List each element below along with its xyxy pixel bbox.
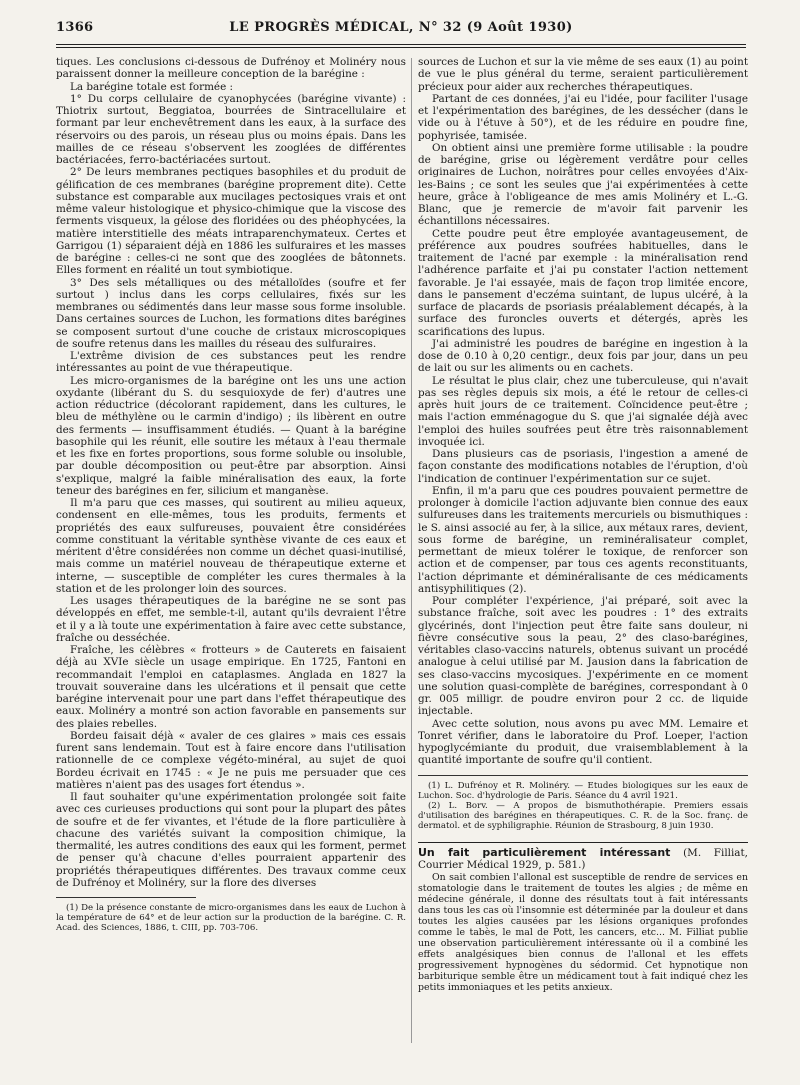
paragraph: J'ai administré les poudres de barégine en ingestion à la dose de 0.10 à 0,20 centigr., deux fois par jour, dans un peu de lait ou sur les aliments ou en cachets. xyxy=(418,337,748,375)
column-separator xyxy=(411,58,412,1043)
left-column xyxy=(56,56,406,934)
paragraph: Les micro-organismes de la barégine ont les uns une action oxydante (libérant du S. du sesquioxyde de fer) d'autres une action réductrice (décolorant rapidement, dans les cultures, le bleu de méthylène ou le carmin d'indigo) ; ils libèrent en outre des ferments — insuffisamment étudiés. — Quant à la barégine basophile qui les réunit, elle soutire les métaux à l'eau thermale et les fixe en fortes proportions, sous forme soluble ou insoluble, par double décomposition ou peut-être par absorption. Ainsi s'explique, malgré la faible minéralisation des eaux, la forte teneur des barégines en fer, silicium et manganèse. xyxy=(56,374,406,497)
footnote-rule xyxy=(418,775,748,776)
footnotes xyxy=(418,781,748,832)
article-heading xyxy=(418,842,748,872)
journal-title: LE PROGRÈS MÉDICAL, N° 32 (9 Août 1930) xyxy=(229,20,573,35)
paragraph: On obtient ainsi une première forme utilisable : la poudre de barégine, grise ou légèrement verdâtre pour celles originaires de Luchon, noirâtres pour celles envoyées d'Aix-les-Bains ; ce sont les seules que j'ai expérimentées à cette heure, grâce à l'obligeance de mes amis Molinéry et L.-G. Blanc, que je remercie de m'avoir fait parvenir les échantillons nécessaires. xyxy=(418,141,748,228)
paragraph: Avec cette solution, nous avons pu avec MM. Lemaire et Tonret vérifier, dans le laboratoire du Prof. Loeper, l'action hypoglycémiante du produit, due vraisemblablement à la quantité importante de soufre qu'il contient. xyxy=(418,717,748,767)
running-header xyxy=(56,18,746,40)
paragraph: La barégine totale est formée : xyxy=(70,80,234,93)
footnote-rule xyxy=(56,897,196,898)
page-number: 1366 xyxy=(56,20,94,35)
paragraph: Enfin, il m'a paru que ces poudres pouvaient permettre de prolonger à domicile l'action adjuvante bien connue des eaux sulfureuses dans les traitements mercuriels ou bismuthiques : le S. ainsi associé au fer, à la silice, aux métaux rares, devient, sous forme de barégine, un reminéralisateur complet, permettant de mieux tolérer le toxique, de renforcer son action et de compenser, par tous ces agents reconstituants, l'action déprimante et déminéralisante de ces médicaments antisyphilitiques (2). xyxy=(418,484,748,595)
article-title: Un fait particulièrement intéressant xyxy=(418,845,671,859)
right-column xyxy=(418,56,748,994)
paragraph: Partant de ces données, j'ai eu l'idée, pour faciliter l'usage et l'expérimentation des barégines, de les dessécher (dans le vide ou à l'étuve à 50°), et de les réduire en poudre fine, pophyrisée, tamisée. xyxy=(418,92,748,142)
paragraph: Fraîche, les célèbres « frotteurs » de Cauterets en faisaient déjà au XVIe siècle un usage empirique. En 1725, Fantoni en recommandait l'emploi en cataplasmes. Anglada en 1827 la trouvait souveraine dans les ulcérations et il pensait que cette barégine intervenait pour une part dans l'effet thérapeutique des eaux. Molinéry a montré son action favorable en pansements sur des plaies rebelles. xyxy=(56,644,406,730)
paragraph: Il m'a paru que ces masses, qui soutirent au milieu aqueux, condensent en elle-mêmes, tous les produits, ferments et propriétés des eaux sulfureuses, pouvaient être considérées comme constituant la véritable synthèse vivante de ces eaux et méritent d'être considérées non comme un déchet quasi-inutilisé, mais comme un matériel nouveau de thérapeutique externe et interne, — susceptible de compléter les cures thermales à la station et de les prolonger loin des sources. xyxy=(56,497,406,595)
paragraph: Il faut souhaiter qu'une expérimentation prolongée soit faite avec ces curieuses productions qui sont pour la plupart des pâtes de soufre et de fer vivantes, et l'étude de la flore particulière à chacune des variétés suivant la composition chimique, la thermalité, les autres conditions des eaux qui les forment, permet de penser qu'à chacune d'elles pourraient appartenir des propriétés thérapeutiques différentes. Des travaux comme ceux de Dufrénoy et Molinéry, sur la flore des diverses xyxy=(56,791,406,889)
header-rule xyxy=(56,44,746,45)
paragraph: 3° Des sels métalliques ou des métalloïdes (soufre et fer surtout ) inclus dans les corps cellulaires, fixés sur les membranes ou sédimentés dans leur masse sous forme insoluble. Dans certaines sources de Luchon, les formations dites barégines se composent surtout d'une couche de cristaux microscopiques de soufre retenus dans les mailles du réseau des sulfuraires. xyxy=(56,276,406,350)
header-rule-double xyxy=(56,47,746,48)
article-reference: (M. Filliat, Courrier Médical 1929, p. 581.) xyxy=(418,846,748,872)
paragraph: Dans plusieurs cas de psoriasis, l'ingestion a amené de façon constante des modifications notables de l'éruption, d'où l'indication de continuer l'expérimentation sur ce sujet. xyxy=(418,448,748,485)
footnote: (1) De la présence constante de micro-organismes dans les eaux de Luchon à la température de 64° et de leur action sur la production de la barégine. C. R. Acad. des Sciences, 1886, t. CIII, pp. 703-706. xyxy=(56,903,406,934)
paragraph: Cette poudre peut être employée avantageusement, de préférence aux poudres soufrées habituelles, dans le traitement de l'acné par exemple : la minéralisation rend l'adhérence parfaite et j'ai pu constater l'action nettement favorable. Je l'ai essayée, mais de façon trop limitée encore, dans le pansement d'eczéma suintant, de lupus ulcéré, à la surface de placards de psoriasis préalablement décapés, à la surface des furoncles ouverts et détergés, après les scarifications des lupus. xyxy=(418,227,748,338)
footnotes xyxy=(56,903,406,934)
paragraph: sources de Luchon et sur la vie même de ses eaux (1) au point de vue le plus général du terme, seraient particulièrement précieux pour aider aux recherches thérapeutiques. xyxy=(418,56,748,93)
footnote: (1) L. Dufrénoy et R. Molinéry. — Etudes biologiques sur les eaux de Luchon. Soc. d'hydrologie de Paris. Séance du 4 avril 1921. xyxy=(418,780,748,801)
footnote: (2) L. Borv. — A propos de bismuthothérapie. Premiers essais d'utilisation des barégines en thérapeutiques. C. R. de la Soc. franç. de dermatol. et de syphiligraphie. Réunion de Strasbourg, 8 juin 1930. xyxy=(418,800,748,832)
paragraph: On sait combien l'allonal est susceptible de rendre de services en stomatologie dans le traitement de toutes les algies ; de même en médecine générale, il donne des résultats tout à fait intéressants dans tous les cas où l'insomnie est déterminée par la douleur et dans toutes les algies causées par les lésions organiques profondes comme le tabès, le mal de Pott, les cancers, etc... M. Filliat publie une observation particulièrement intéressante où il a combiné les effets analgésiques bien connus de l'allonal et les effets progressivement hypnogènes du sédormid. Cet hypnotique non barbiturique semble être un médicament tout à fait indiqué chez les petits immoniaques et les petits anxieux. xyxy=(418,871,748,994)
article-body xyxy=(418,872,748,994)
paragraph: 2° De leurs membranes pectiques basophiles et du produit de gélification de ces membranes (barégine proprement dite). Cette substance est comparable aux mucilages pectosiques vrais et ont même valeur histologique et physico-chimique que la viscose des ferments visqueux, la gélose des floridées ou des phéophycées, la matière interstitielle des méats intraparenchymateux. Certes et Garrigou (1) séparaient déjà en 1886 les sulfuraires et les masses de barégine : celles-ci ne sont que des zooglées de bâtonnets. Elles forment en réalité un tout symbiotique. xyxy=(56,166,406,277)
paragraph: Pour compléter l'expérience, j'ai préparé, soit avec la substance fraîche, soit avec les poudres : 1° des extraits glycérinés, dont l'injection peut être faite sans douleur, ni fièvre consécutive sous la peau, 2° des claso-barégines, véritables claso-vaccins naturels, obtenus suivant un procédé analogue à celui utilisé par M. Jausion dans la fabrication de ses claso-vaccins mycosiques. J'expérimente en ce moment une solution quasi-complète de barégines, correspondant à 0 gr. 005 milligr. de poudre environ pour 2 cc. de liquide injectable. xyxy=(418,595,748,718)
paragraph: 1° Du corps cellulaire de cyanophycées (barégine vivante) : Thiotrix surtout, Beggiatoa, bourrées de Sintracellulaire et formant par leur enchevêtrement dans les eaux, à la surface des réservoirs ou des parois, un réseau plus ou moins épais. Dans les mailles de ce réseau s'observent les zooglées de différentes bactériacées, ferro-bactériacées surtout. xyxy=(56,92,406,166)
paragraph: L'extrême division de ces substances peut les rendre intéressantes au point de vue thérapeutique. xyxy=(56,350,406,375)
paragraph: Les usages thérapeutiques de la barégine ne se sont pas développés en effet, me semble-t-il, autant qu'ils devraient l'être et il y a là toute une expérimentation à faire avec cette substance, fraîche ou desséchée. xyxy=(56,595,406,644)
paragraph: Le résultat le plus clair, chez une tuberculeuse, qui n'avait pas ses règles depuis six mois, a été le retour de celles-ci après huit jours de ce traitement. Coïncidence peut-être ; mais l'action emménagogue du S. que j'ai signalée déjà avec l'emploi des huiles soufrées peut être très raisonnablement invoquée ici. xyxy=(418,374,748,448)
paragraph: Bordeu faisait déjà « avaler de ces glaires » mais ces essais furent sans lendemain. Tout est à faire encore dans l'utilisation rationnelle de ce complexe végéto-minéral, au sujet de quoi Bordeu écrivait en 1745 : « Je ne puis me persuader que ces matières n'aient pas des usages fort étendus ». xyxy=(56,729,406,791)
paragraph: tiques. Les conclusions ci-dessous de Dufrénoy et Molinéry nous paraissent donner la meilleure conception de la barégine : xyxy=(56,56,406,81)
